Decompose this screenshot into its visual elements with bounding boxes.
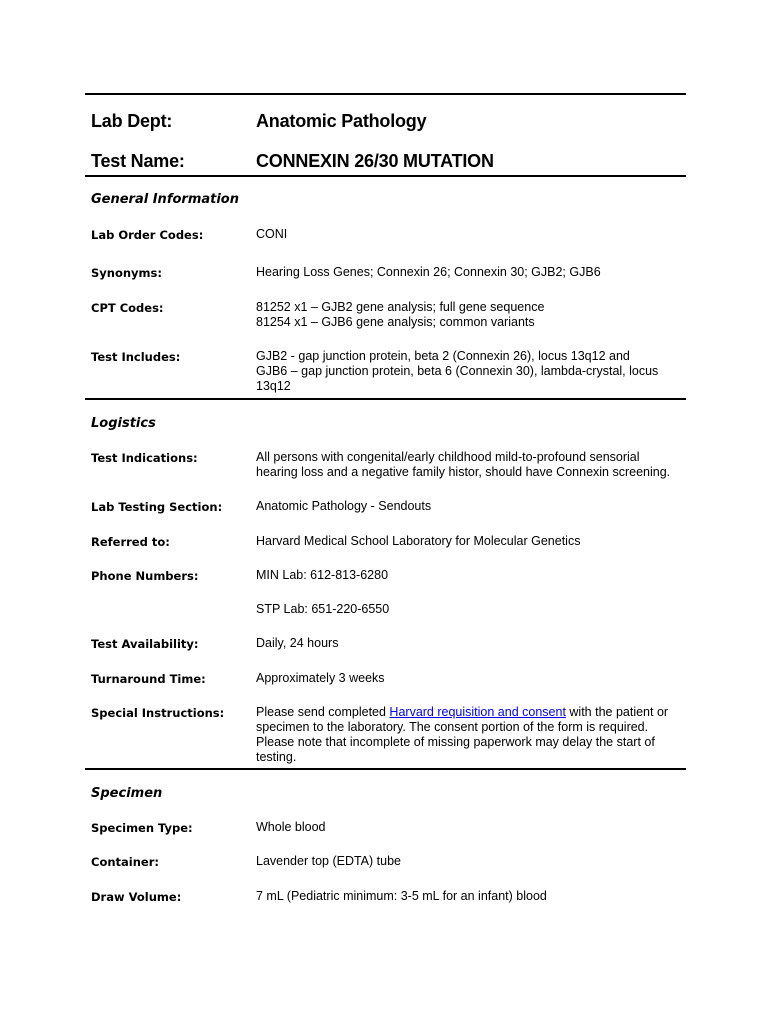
lab-testing-section-text: Anatomic Pathology - Sendouts (256, 499, 432, 513)
lab-testing-section-value (256, 499, 681, 514)
specimen-title: Specimen (91, 786, 163, 801)
test-includes-label: Test Includes: (91, 350, 181, 364)
cpt-codes-label: CPT Codes: (91, 301, 164, 315)
phone-min-lab (256, 568, 681, 583)
special-instructions-label: Special Instructions: (91, 706, 225, 720)
referred-to-text: Harvard Medical School Laboratory for Molecular Genetics (256, 534, 581, 548)
container-text: Lavender top (EDTA) tube (256, 854, 401, 868)
general-information-title: General Information (91, 192, 239, 207)
special-instructions-line: testing. (256, 750, 297, 764)
lab-order-codes-label: Lab Order Codes: (91, 228, 204, 242)
turnaround-time-text: Approximately 3 weeks (256, 671, 385, 685)
cpt-code-line: 81254 x1 – GJB6 gene analysis; common variants (256, 315, 535, 329)
logistics-title: Logistics (91, 416, 156, 431)
container-label: Container: (91, 855, 159, 869)
specimen-type-text: Whole blood (256, 820, 326, 834)
synonyms-label: Synonyms: (91, 266, 162, 280)
section-divider (85, 398, 686, 400)
phone-min-lab-text: MIN Lab: 612-813-6280 (256, 568, 389, 582)
test-includes-value (256, 349, 681, 394)
test-name-label: Test Name: (91, 151, 185, 171)
header-bottom-rule (85, 175, 686, 177)
specimen-type-value (256, 820, 681, 835)
test-includes-line: 13q12 (256, 379, 291, 393)
special-instructions-line: specimen to the laboratory. The consent portion of the form is required. (256, 720, 649, 734)
cpt-code-line: 81252 x1 – GJB2 gene analysis; full gene sequence (256, 300, 545, 314)
special-instructions-line: Please note that incomplete of missing paperwork may delay the start of (256, 735, 655, 749)
phone-stp-lab (256, 602, 681, 617)
test-indications-line: hearing loss and a negative family histor, should have Connexin screening. (256, 465, 671, 479)
test-includes-line: GJB6 – gap junction protein, beta 6 (Connexin 30), lambda-crystal, locus (256, 364, 659, 378)
section-divider (85, 768, 686, 770)
referred-to-label: Referred to: (91, 535, 170, 549)
special-instructions-suffix: with the patient or (565, 705, 669, 719)
test-name-value: CONNEXIN 26/30 MUTATION (256, 151, 494, 171)
cpt-codes-value (256, 300, 681, 330)
phone-stp-lab-text: STP Lab: 651-220-6550 (256, 602, 390, 616)
turnaround-time-value (256, 671, 681, 686)
draw-volume-value (256, 889, 681, 904)
referred-to-value (256, 534, 681, 549)
phone-numbers-label: Phone Numbers: (91, 569, 199, 583)
specimen-type-label: Specimen Type: (91, 821, 193, 835)
draw-volume-label: Draw Volume: (91, 890, 182, 904)
container-value (256, 854, 681, 869)
header-top-rule (85, 93, 686, 95)
turnaround-time-label: Turnaround Time: (91, 672, 206, 686)
lab-order-codes-value (256, 227, 681, 242)
test-indications-value (256, 450, 681, 480)
special-instructions-value (256, 705, 681, 765)
lab-dept-value: Anatomic Pathology (256, 111, 427, 131)
harvard-requisition-link[interactable]: Harvard requisition and consent (389, 705, 566, 719)
special-instructions-prefix: Please send completed (256, 705, 390, 719)
lab-order-codes-text: CONI (256, 227, 288, 241)
special-instructions-line (256, 705, 681, 720)
lab-testing-section-label: Lab Testing Section: (91, 500, 223, 514)
draw-volume-text: 7 mL (Pediatric minimum: 3-5 mL for an infant) blood (256, 889, 547, 903)
synonyms-value (256, 265, 681, 280)
test-includes-line: GJB2 - gap junction protein, beta 2 (Connexin 26), locus 13q12 and (256, 349, 630, 363)
test-availability-text: Daily, 24 hours (256, 636, 339, 650)
synonyms-text: Hearing Loss Genes; Connexin 26; Connexin 30; GJB2; GJB6 (256, 265, 601, 279)
test-indications-line: All persons with congenital/early childhood mild-to-profound sensorial (256, 450, 640, 464)
lab-dept-label: Lab Dept: (91, 111, 173, 131)
test-indications-label: Test Indications: (91, 451, 198, 465)
test-availability-value (256, 636, 681, 651)
test-availability-label: Test Availability: (91, 637, 199, 651)
